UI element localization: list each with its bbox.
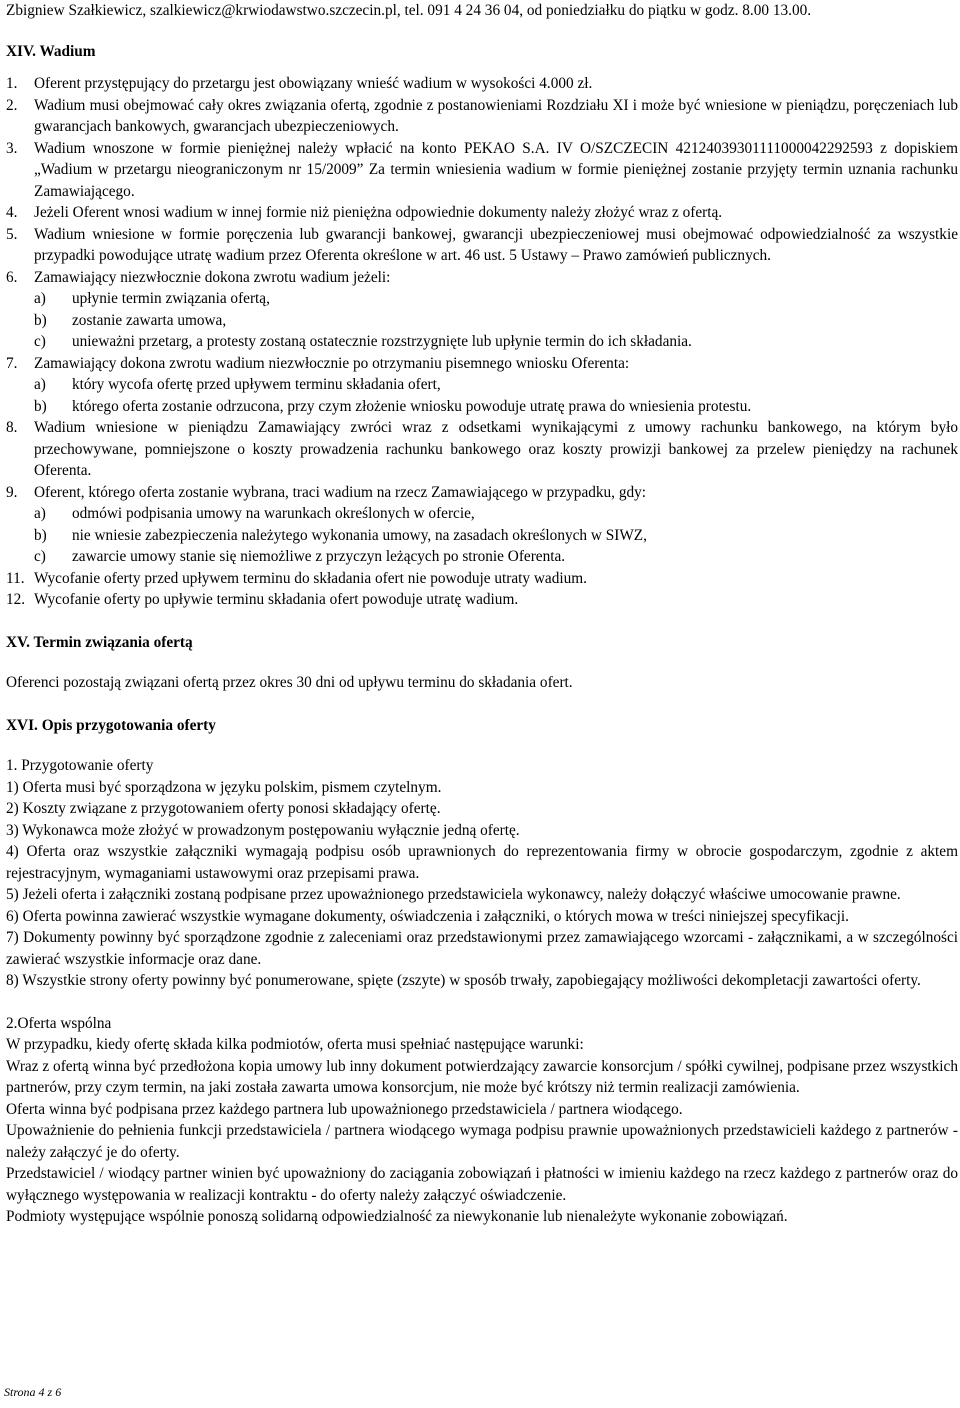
- section-15-text: Oferenci pozostają związani ofertą przez okres 30 dni od upływu terminu do składania ofert.: [6, 674, 573, 691]
- list-item: 1. Oferent przystępujący do przetargu jest obowiązany wnieść wadium w wysokości 4.000 zł.: [6, 75, 593, 92]
- list-item: 12. Wycofanie oferty po upływie terminu składania ofert powoduje utratę wadium.: [6, 591, 519, 608]
- list-item: 4. Jeżeli Oferent wnosi wadium w innej formie niż pieniężna odpowiednie dokumenty należy złożyć wraz z ofertą.: [6, 204, 723, 221]
- section-15-title: XV. Termin związania ofertą: [6, 633, 193, 651]
- section-16-part-1: [6, 755, 958, 992]
- paragraph: W przypadku, kiedy ofertę składa kilka podmiotów, oferta musi spełniać następujące warunki:: [6, 1036, 584, 1053]
- list-subitem: b) którego oferta zostanie odrzucona, przy czym złożenie wniosku powoduje utratę prawa do wniesienia protestu.: [34, 397, 752, 415]
- section-16-part-2: [6, 1013, 958, 1228]
- paragraph: Upoważnienie do pełnienia funkcji przedstawiciela / partnera wiodącego wymaga podpisu prawnie upoważnionych przedstawicieli każdego z partnerów - należy załączyć je do oferty.: [6, 1122, 958, 1161]
- list-item: 7. Zamawiający dokona zwrotu wadium niezwłocznie po otrzymaniu pisemnego wniosku Oferenta:: [6, 354, 630, 372]
- paragraph: Wraz z ofertą winna być przedłożona kopia umowy lub inny dokument potwierdzający zawarcie konsorcjum / spółki cywilnej, podpisane przez wszystkich partnerów, przy czym termin, na jaki została zawarta umowa konsorcjum, nie może być krótszy niż termin realizacji zamówienia.: [6, 1057, 958, 1096]
- section-14-list: [6, 73, 958, 611]
- paragraph: 1) Oferta musi być sporządzona w języku polskim, pismem czytelnym.: [6, 778, 442, 796]
- page-number-footer: Strona 4 z 6: [4, 1385, 62, 1399]
- paragraph: 2) Koszty związane z przygotowaniem oferty ponosi składający ofertę.: [6, 800, 441, 817]
- list-item: 3. Wadium wnoszone w formie pieniężnej należy wpłacić na konto PEKAO S.A. IV O/SZCZECIN 42124039301111000042292593 z dopiskiem „Wadium w przetargu nieograniczonym nr 15/2009” Za termin wniesienia wadium w formie pieniężnej zostanie przyjęty termin uznania rachunku Zamawiającego.: [6, 139, 958, 200]
- paragraph: Oferta winna być podpisana przez każdego partnera lub upoważnionego przedstawiciela / partnera wiodącego.: [6, 1100, 683, 1118]
- list-item: 2. Wadium musi obejmować cały okres związania ofertą, zgodnie z postanowieniami Rozdziału XI i może być wniesione w pieniądzu, poręczeniach lub gwarancjach bankowych, gwarancjach ubezpieczeniowych.: [6, 96, 958, 135]
- list-subitem: a) upłynie termin związania ofertą,: [34, 290, 270, 307]
- paragraph: 7) Dokumenty powinny być sporządzone zgodnie z zaleceniami oraz przedstawionymi przez zamawiającego wzorcami - załącznikami, a w szczególności zawierać wszystkie informacje oraz dane.: [6, 929, 958, 968]
- subsection-title: 2.Oferta wspólna: [6, 1014, 112, 1032]
- paragraph: 4) Oferta oraz wszystkie załączniki wymagają podpisu osób uprawnionych do reprezentowania firmy w obrocie gospodarczym, zgodnie z aktem rejestracyjnym, wymaganiami ustawowymi oraz przepisami prawa.: [6, 843, 958, 882]
- list-item: 8. Wadium wniesione w pieniądzu Zamawiający zwróci wraz z odsetkami wynikającymi z umowy rachunku bankowego, na którym było przechowywane, pomniejszone o koszty prowadzenia rachunku bankowego oraz koszty prowizji bankowej za przelew pieniędzy na rachunek Oferenta.: [6, 419, 958, 479]
- paragraph: 6) Oferta powinna zawierać wszystkie wymagane dokumenty, oświadczenia i załączniki, o których mowa w treści niniejszej specyfikacji.: [6, 907, 849, 925]
- paragraph: 5) Jeżeli oferta i załączniki zostaną podpisane przez upoważnionego przedstawiciela wykonawcy, należy dołączyć właściwe umocowanie prawne.: [6, 886, 901, 903]
- document-page: [6, 0, 958, 1228]
- subsection-title: 1. Przygotowanie oferty: [6, 757, 154, 774]
- list-item: 5. Wadium wniesione w formie poręczenia lub gwarancji bankowej, gwarancji ubezpieczeniowej musi obejmować odpowiedzialność za wszystkie przypadki powodujące utratę wadium przez Oferenta określone w art. 46 ust. 5 Ustawy – Prawo zamówień publicznych.: [6, 225, 958, 264]
- paragraph: 8) Wszystkie strony oferty powinny być ponumerowane, spięte (zszyte) w sposób trwały, zapobiegający możliwości dekompletacji zawartości oferty.: [6, 972, 921, 989]
- list-subitem: c) unieważni przetarg, a protesty zostaną ostatecznie rozstrzygnięte lub upłynie termin do ich składania.: [34, 333, 692, 350]
- list-subitem: a) który wycofa ofertę przed upływem terminu składania ofert,: [34, 376, 441, 393]
- list-subitem: a) odmówi podpisania umowy na warunkach określonych w ofercie,: [34, 505, 475, 522]
- list-item: 9. Oferent, którego oferta zostanie wybrana, traci wadium na rzecz Zamawiającego w przypadku, gdy:: [6, 483, 647, 501]
- list-subitem: b) zostanie zawarta umowa,: [34, 311, 227, 329]
- list-subitem: c) zawarcie umowy stanie się niemożliwe z przyczyn leżących po stronie Oferenta.: [34, 548, 566, 565]
- section-16-title: XVI. Opis przygotowania oferty: [6, 716, 216, 734]
- list-item: 11. Wycofanie oferty przed upływem terminu do składania ofert nie powoduje utraty wadium.: [6, 569, 587, 587]
- paragraph: 3) Wykonawca może złożyć w prowadzonym postępowaniu wyłącznie jedną ofertę.: [6, 821, 520, 839]
- list-subitem: b) nie wniesie zabezpieczenia należytego wykonania umowy, na zasadach określonych w SIWZ,: [34, 526, 647, 544]
- paragraph: Podmioty występujące wspólnie ponoszą solidarną odpowiedzialność za niewykonanie lub nienależyte wykonanie zobowiązań.: [6, 1208, 788, 1225]
- contact-line: Zbigniew Szałkiewicz, szalkiewicz@krwiodawstwo.szczecin.pl, tel. 091 4 24 36 04, od poniedziałku do piątku w godz. 8.00 13.00.: [6, 2, 812, 19]
- paragraph: Przedstawiciel / wiodący partner winien być upoważniony do zaciągania zobowiązań i płatności w imieniu każdego na rzecz każdego z partnerów oraz do wyłącznego występowania w realizacji kontraktu - do oferty należy załączyć oświadczenie.: [6, 1165, 958, 1204]
- list-item: 6. Zamawiający niezwłocznie dokona zwrotu wadium jeżeli:: [6, 268, 391, 286]
- section-14-title: XIV. Wadium: [6, 42, 96, 60]
